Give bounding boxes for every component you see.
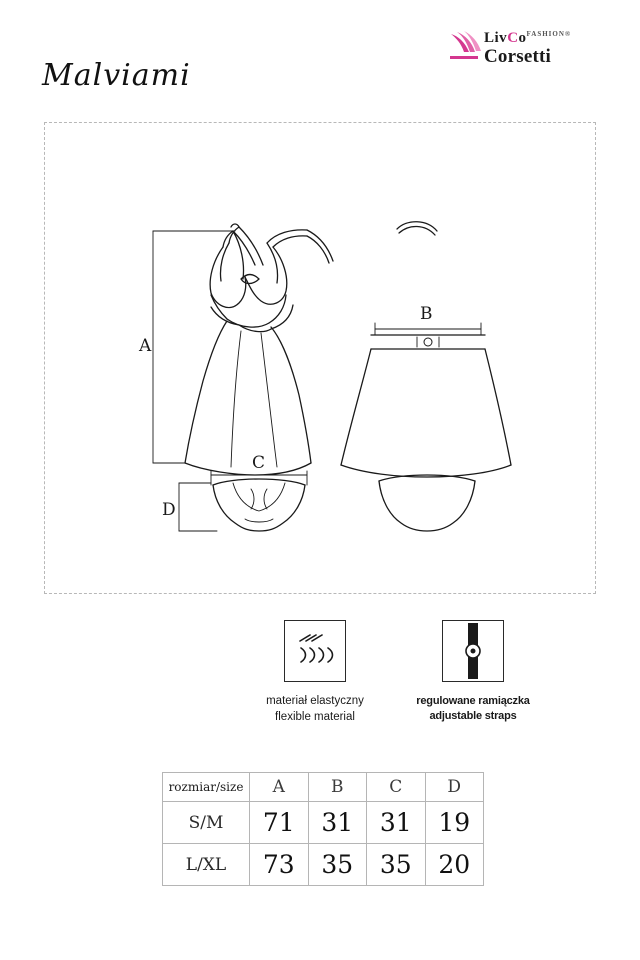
- cell-lxl-d: 20: [425, 844, 484, 886]
- table-header-row: [163, 773, 484, 802]
- feature-adjustable-straps: [385, 620, 561, 724]
- technical-drawing-frame: [44, 122, 596, 594]
- table-row: [163, 844, 484, 886]
- page-title: Malviami: [42, 58, 191, 93]
- feature-flexible-material: [227, 620, 403, 725]
- feature-caption-straps-pl: regulowane ramiączka: [416, 695, 530, 707]
- cell-lxl-c: 35: [367, 844, 426, 886]
- brand-superscript: FASHION®: [526, 30, 572, 38]
- brand-line-2: Corsetti: [484, 46, 552, 67]
- table-header-a: A: [250, 773, 309, 802]
- cell-sm-d: 19: [425, 802, 484, 844]
- wing-logo-icon: [448, 30, 482, 62]
- measure-label-b: B: [420, 304, 433, 324]
- table-header-c: C: [367, 773, 426, 802]
- adjustable-straps-icon: [442, 620, 504, 682]
- cell-lxl-b: 35: [308, 844, 367, 886]
- feature-caption-flexible-en: flexible material: [275, 710, 355, 723]
- measure-label-c: C: [252, 453, 266, 473]
- measure-label-a: A: [139, 336, 152, 356]
- row-label-sm: S/M: [163, 802, 250, 844]
- brand-wordmark: [484, 31, 571, 66]
- cell-lxl-a: 73: [250, 844, 309, 886]
- brand-line-1: [484, 31, 571, 46]
- cell-sm-a: 71: [250, 802, 309, 844]
- brand-livco-pre: Liv: [484, 30, 508, 46]
- table-header-d: D: [425, 773, 484, 802]
- table-header-b: B: [308, 773, 367, 802]
- brand-logo: [448, 30, 598, 76]
- cell-sm-c: 31: [367, 802, 426, 844]
- table-row: [163, 802, 484, 844]
- table-header-size: rozmiar/size: [163, 773, 250, 802]
- size-table: [162, 772, 484, 886]
- technical-drawing-svg: [45, 123, 595, 593]
- row-label-lxl: L/XL: [163, 844, 250, 886]
- feature-caption-flexible: [227, 694, 403, 725]
- cell-sm-b: 31: [308, 802, 367, 844]
- feature-caption-flexible-pl: materiał elastyczny: [266, 695, 364, 707]
- feature-icons: [0, 612, 640, 752]
- feature-caption-straps: [385, 694, 561, 724]
- brand-livco-accent: C: [507, 30, 519, 46]
- brand-livco-post: o: [518, 30, 527, 46]
- elastic-material-icon: [284, 620, 346, 682]
- measure-label-d: D: [162, 500, 176, 520]
- feature-caption-straps-en: adjustable straps: [429, 709, 517, 722]
